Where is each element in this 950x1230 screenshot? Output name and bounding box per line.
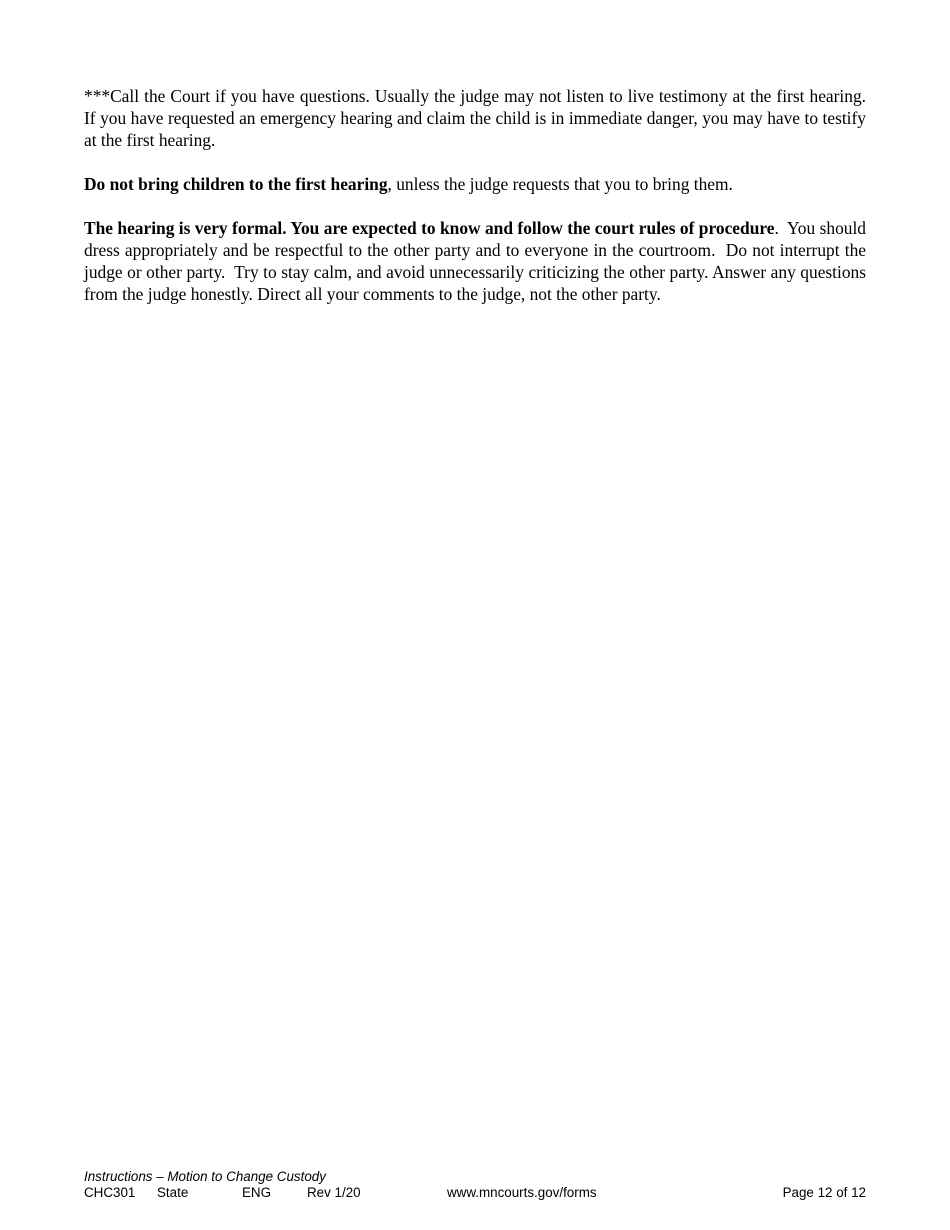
footer-language: ENG — [242, 1185, 272, 1200]
paragraph-no-children — [84, 173, 866, 195]
footer-form-title: Instructions – Motion to Change Custody — [84, 1169, 326, 1184]
footer-page-number: Page 12 of 12 — [782, 1185, 866, 1200]
footer-form-code: CHC301 — [84, 1185, 136, 1200]
paragraph-hearing-formal-text: . You should dress appropriately and be respectful to the other party and to everyone in the courtroom. Do not interrupt the judge or other party. Try to stay calm, and avoid unnecessarily criticizing the other party. Answer any questions from the judge honestly. Direct all your comments to the judge, not the other party. — [84, 218, 866, 304]
paragraph-no-children-text: , unless the judge requests that you to bring them. — [387, 174, 733, 194]
paragraph-no-children-bold: Do not bring children to the first hearing — [84, 174, 388, 194]
paragraph-call-court: ***Call the Court if you have questions. Usually the judge may not listen to live testimony at the first hearing. If you have requested an emergency hearing and claim the child is in immediate danger, you may have to testify at the first hearing. — [84, 86, 866, 150]
paragraph-hearing-formal-bold: The hearing is very formal. You are expected to know and follow the court rules of procedure — [84, 218, 775, 238]
footer-jurisdiction: State — [157, 1185, 189, 1200]
page-footer — [84, 1169, 866, 1201]
document-body — [84, 85, 866, 327]
footer-url: www.mncourts.gov/forms — [447, 1185, 597, 1200]
footer-revision: Rev 1/20 — [307, 1185, 361, 1200]
footer-info-row — [84, 1185, 866, 1201]
paragraph-hearing-formal — [84, 217, 866, 305]
